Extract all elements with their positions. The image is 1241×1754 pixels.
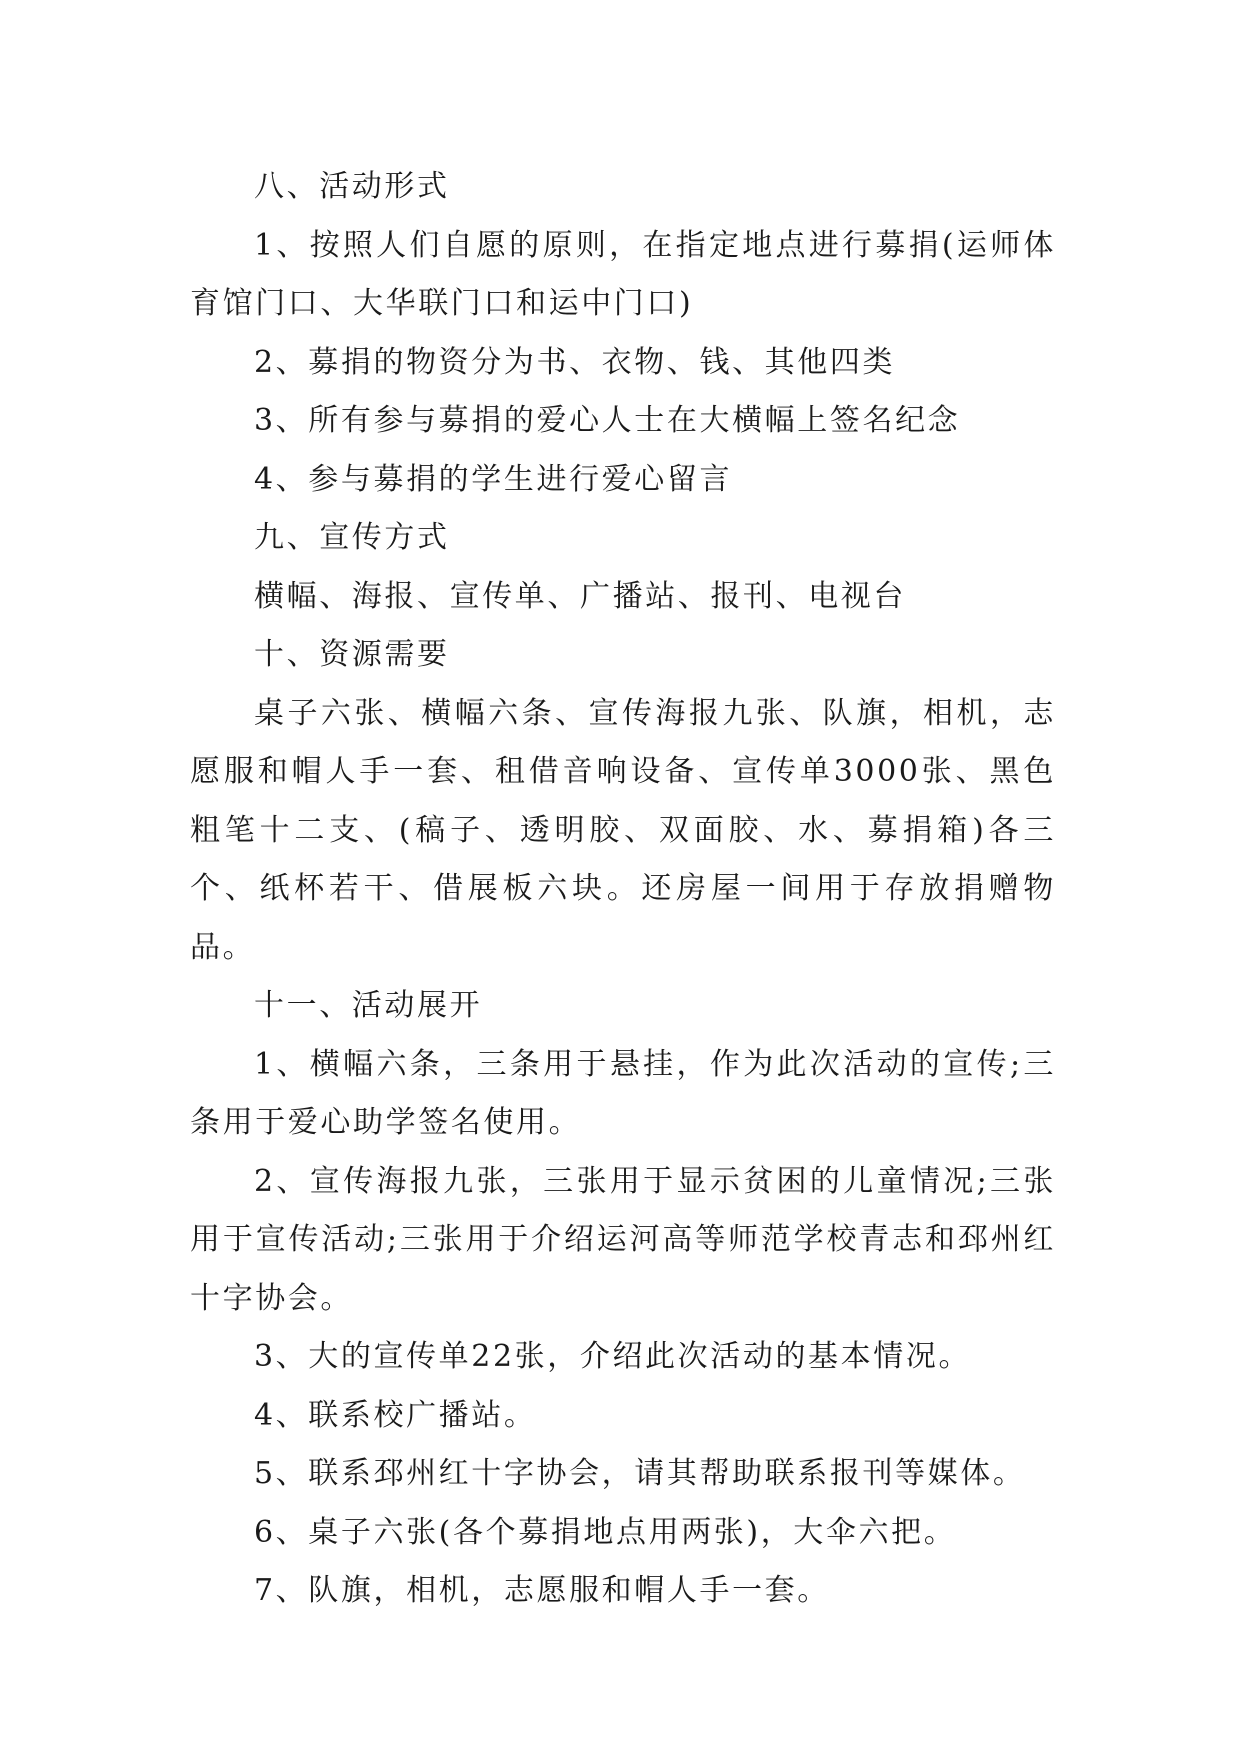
paragraph-item: 3、所有参与募捐的爱心人士在大横幅上签名纪念 xyxy=(254,403,961,438)
section-heading-activity-rollout: 十一、活动展开 xyxy=(254,988,483,1023)
paragraph-item: 6、桌子六张(各个募捐地点用两张)，大伞六把。 xyxy=(254,1514,957,1550)
paragraph-item: 5、联系邳州红十字协会，请其帮助联系报刊等媒体。 xyxy=(254,1456,1026,1491)
section-heading-publicity: 九、宣传方式 xyxy=(254,520,450,555)
paragraph-item: 2、宣传海报九张，三张用于显示贫困的儿童情况;三张用于宣传活动;三张用于介绍运河高等师范学校青志和邳州红十字协会。 xyxy=(190,1163,1056,1316)
paragraph-item: 4、联系校广播站。 xyxy=(254,1397,537,1433)
paragraph-item: 1、横幅六条，三条用于悬挂，作为此次活动的宣传;三条用于爱心助学签名使用。 xyxy=(190,1046,1056,1140)
paragraph-item: 桌子六张、横幅六条、宣传海报九张、队旗，相机，志愿服和帽人手一套、租借音响设备、宣传单3000张、黑色粗笔十二支、(稿子、透明胶、双面胶、水、募捐箱)各三个、纸杯若干、借展板六块。还房屋一间用于存放捐赠物品。 xyxy=(190,695,1056,965)
paragraph-item: 横幅、海报、宣传单、广播站、报刊、电视台 xyxy=(254,578,906,614)
paragraph-item: 4、参与募捐的学生进行爱心留言 xyxy=(254,461,733,497)
section-heading-activity-form: 八、活动形式 xyxy=(254,169,450,204)
paragraph-item: 3、大的宣传单22张，介绍此次活动的基本情况。 xyxy=(254,1339,972,1374)
paragraph-item: 2、募捐的物资分为书、衣物、钱、其他四类 xyxy=(254,344,896,380)
document-body xyxy=(190,158,1056,1621)
section-heading-resources: 十、资源需要 xyxy=(254,637,450,672)
paragraph-item: 7、队旗，相机，志愿服和帽人手一套。 xyxy=(254,1573,830,1608)
paragraph-item: 1、按照人们自愿的原则，在指定地点进行募捐(运师体育馆门口、大华联门口和运中门口) xyxy=(190,227,1056,321)
